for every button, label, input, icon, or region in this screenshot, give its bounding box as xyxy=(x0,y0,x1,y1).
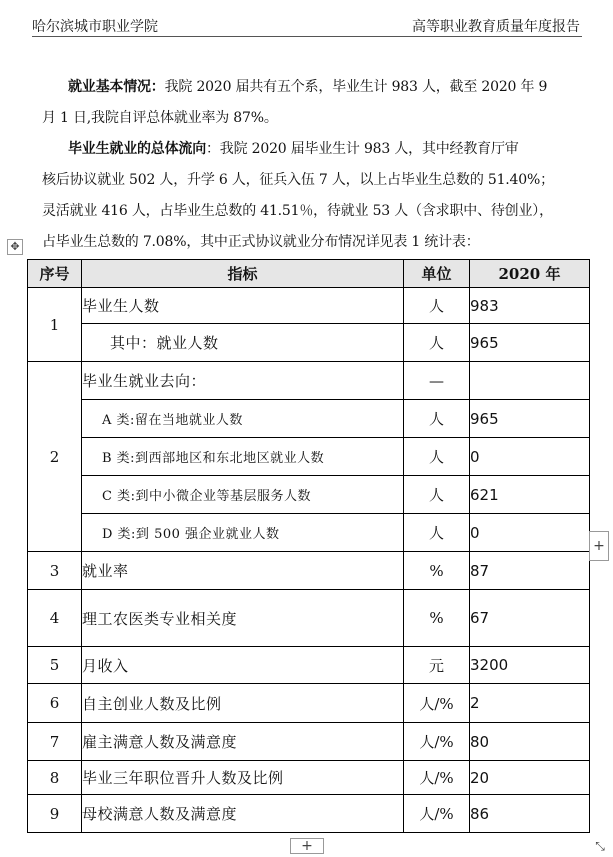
paragraph-line xyxy=(42,72,590,103)
header-seq: 序号 xyxy=(28,260,82,288)
cell-indicator: 毕业三年职位晋升人数及比例 xyxy=(82,761,404,795)
cell-value: 2 xyxy=(470,684,590,723)
cell-seq: 6 xyxy=(28,684,82,723)
cell-indicator: D 类:到 500 强企业就业人数 xyxy=(82,514,404,552)
paragraph-heading: 就业基本情况： xyxy=(68,79,165,95)
cell-unit: 人 xyxy=(404,438,470,476)
paragraph-text: 我院 2020 届共有五个系，毕业生计 983 人，截至 2020 年 9 xyxy=(164,79,548,95)
paragraph-line: 月 1 日,我院自评总体就业率为 87%。 xyxy=(42,110,278,126)
cell-indicator: 月收入 xyxy=(82,647,404,684)
header-unit: 单位 xyxy=(404,260,470,288)
paragraph-line: 核后协议就业 502 人，升学 6 人，征兵入伍 7 人，以上占毕业生总数的 51.40%； xyxy=(42,172,554,188)
cell-indicator: 自主创业人数及比例 xyxy=(82,684,404,723)
cell-indicator: 毕业生人数 xyxy=(82,288,404,324)
table-row xyxy=(28,590,590,647)
cell-value: 983 xyxy=(470,288,590,324)
cell-unit: — xyxy=(404,362,470,400)
cell-seq: 5 xyxy=(28,647,82,684)
table-row xyxy=(28,795,590,833)
cell-indicator: C 类:到中小微企业等基层服务人数 xyxy=(82,476,404,514)
cell-value: 965 xyxy=(470,324,590,362)
paragraph-line: 占毕业生总数的 7.08%，其中正式协议就业分布情况详见表 1 统计表： xyxy=(42,234,480,250)
table-move-handle-icon[interactable]: ✥ xyxy=(7,239,23,255)
cell-seq: 7 xyxy=(28,723,82,761)
cell-indicator: 理工农医类专业相关度 xyxy=(82,590,404,647)
paragraph-text: ：我院 2020 届毕业生计 983 人，其中经教育厅审 xyxy=(206,141,519,157)
cell-unit: 人/% xyxy=(404,795,470,833)
cell-value: 80 xyxy=(470,723,590,761)
cell-value: 67 xyxy=(470,590,590,647)
table-row xyxy=(28,362,590,400)
cell-unit: 人 xyxy=(404,400,470,438)
cell-indicator: 其中：就业人数 xyxy=(82,324,404,362)
cell-value: 621 xyxy=(470,476,590,514)
cell-unit: 人 xyxy=(404,288,470,324)
table-row xyxy=(28,438,590,476)
cell-unit: 人/% xyxy=(404,761,470,795)
cell-value: 0 xyxy=(470,438,590,476)
cell-indicator: B 类:到西部地区和东北地区就业人数 xyxy=(82,438,404,476)
cell-indicator: 雇主满意人数及满意度 xyxy=(82,723,404,761)
paragraph-line: 灵活就业 416 人，占毕业生总数的 41.51％，待就业 53 人（含求职中、待创业）， xyxy=(42,203,553,219)
header-indicator: 指标 xyxy=(82,260,404,288)
add-column-button[interactable]: + xyxy=(589,531,609,561)
table-row xyxy=(28,647,590,684)
cell-unit: 人 xyxy=(404,514,470,552)
cell-value: 0 xyxy=(470,514,590,552)
table-row xyxy=(28,288,590,324)
table-row xyxy=(28,514,590,552)
cell-unit: % xyxy=(404,552,470,590)
cell-indicator: 母校满意人数及满意度 xyxy=(82,795,404,833)
cell-unit: 元 xyxy=(404,647,470,684)
header-report-title: 高等职业教育质量年度报告 xyxy=(412,19,580,35)
add-row-button[interactable]: + xyxy=(290,838,324,854)
cell-unit: % xyxy=(404,590,470,647)
cell-seq: 8 xyxy=(28,761,82,795)
paragraph-heading: 毕业生就业的总体流向 xyxy=(68,141,206,157)
cell-value: 20 xyxy=(470,761,590,795)
paragraph-employment-basics xyxy=(42,72,590,134)
cell-seq: 3 xyxy=(28,552,82,590)
table-row xyxy=(28,723,590,761)
cell-indicator: 毕业生就业去向： xyxy=(82,362,404,400)
header-year: 2020 年 xyxy=(470,260,590,288)
cell-value: 86 xyxy=(470,795,590,833)
cell-indicator: 就业率 xyxy=(82,552,404,590)
table-row xyxy=(28,552,590,590)
cell-unit: 人 xyxy=(404,476,470,514)
table-row xyxy=(28,684,590,723)
table-row xyxy=(28,761,590,795)
cell-unit: 人/% xyxy=(404,684,470,723)
table-row xyxy=(28,324,590,362)
table-resize-handle-icon[interactable]: ⤡ xyxy=(595,839,605,853)
header-school-name: 哈尔滨城市职业学院 xyxy=(32,19,158,35)
cell-unit: 人 xyxy=(404,324,470,362)
cell-value: 87 xyxy=(470,552,590,590)
paragraph-employment-flow xyxy=(42,134,590,258)
table-row xyxy=(28,400,590,438)
table-header-row xyxy=(28,260,590,288)
cell-seq: 9 xyxy=(28,795,82,833)
employment-stats-table xyxy=(27,259,590,833)
cell-unit: 人/% xyxy=(404,723,470,761)
table-row xyxy=(28,476,590,514)
cell-seq: 4 xyxy=(28,590,82,647)
cell-value xyxy=(470,362,590,400)
page-header xyxy=(32,14,582,37)
cell-indicator: A 类:留在当地就业人数 xyxy=(82,400,404,438)
cell-seq: 1 xyxy=(28,288,82,362)
cell-value: 3200 xyxy=(470,647,590,684)
paragraph-line xyxy=(42,134,590,165)
cell-seq: 2 xyxy=(28,362,82,552)
cell-value: 965 xyxy=(470,400,590,438)
